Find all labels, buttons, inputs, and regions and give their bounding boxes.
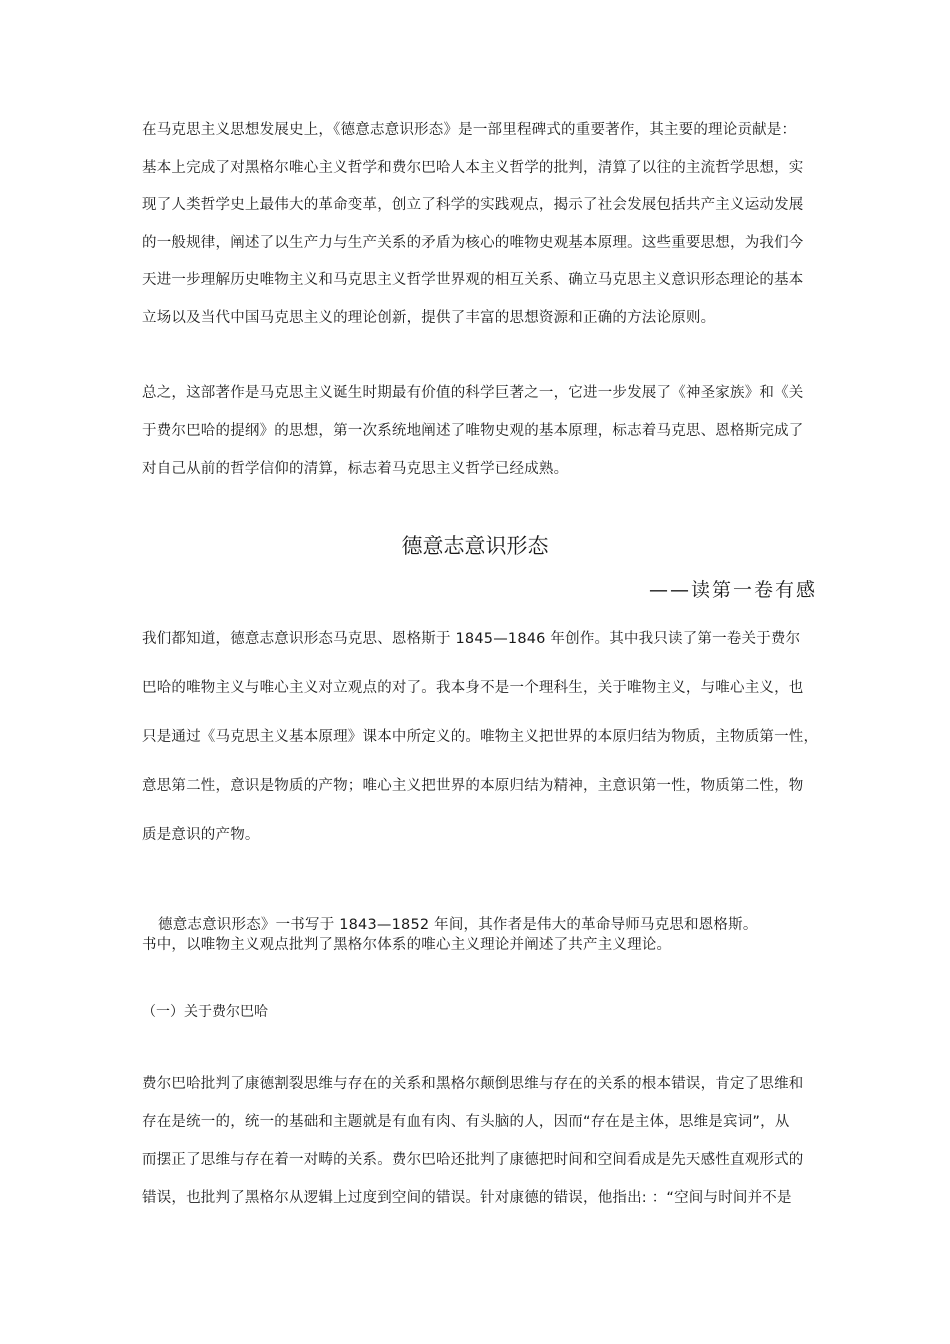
- paragraph-line: 存在是统一的，统一的基础和主题就是有血有肉、有头脑的人，因而“存在是主体，思维是宾词”，从: [142, 1114, 790, 1130]
- intro-paragraph: [142, 112, 832, 337]
- paragraph-line: 于费尔巴哈的提纲》的思想，第一次系统地阐述了唯物史观的基本原理，标志着马克思、恩格斯完成了: [142, 423, 804, 439]
- essay-subtitle: ——读第一卷有感: [648, 579, 817, 601]
- paragraph-line: 天进一步理解历史唯物主义和马克思主义哲学世界观的相互关系、确立马克思主义意识形态理论的基本: [142, 272, 804, 288]
- essay-title: 德意志意识形态: [401, 534, 549, 558]
- paragraph-line: 费尔巴哈批判了康德割裂思维与存在的关系和黑格尔颠倒思维与存在的关系的根本错误，肯定了思维和: [142, 1076, 804, 1092]
- essay-paragraph: [142, 615, 832, 860]
- paragraph-line: 错误，也批判了黑格尔从逻辑上过度到空间的错误。针对康德的错误，他指出: ：“空间与时间并不是: [142, 1190, 792, 1206]
- section-heading: （一）关于费尔巴哈: [142, 1004, 268, 1020]
- paragraph-line: 只是通过《马克思主义基本原理》课本中所定义的。唯物主义把世界的本原归结为物质，主物质第一性，: [142, 729, 819, 745]
- paragraph-line: 总之，这部著作是马克思主义诞生时期最有价值的科学巨著之一，它进一步发展了《神圣家族》和《关: [142, 385, 804, 401]
- paragraph-line: 现了人类哲学史上最伟大的革命变革，创立了科学的实践观点，揭示了社会发展包括共产主义运动发展: [142, 197, 804, 213]
- paragraph-line: 的一般规律，阐述了以生产力与生产关系的矛盾为核心的唯物史观基本原理。这些重要思想，为我们今: [142, 234, 804, 251]
- paragraph-line: 德意志意识形态》一书写于 1843—1852 年间，其作者是伟大的革命导师马克思和恩格斯。: [158, 917, 758, 933]
- paragraph-line: 而摆正了思维与存在着一对畴的关系。费尔巴哈还批判了康德把时间和空间看成是先天感性直观形式的: [142, 1152, 804, 1168]
- paragraph-line: 书中，以唯物主义观点批判了黑格尔体系的唯心主义理论并阐述了共产主义理论。: [142, 937, 672, 953]
- paragraph-line: 基本上完成了对黑格尔唯心主义哲学和费尔巴哈人本主义哲学的批判，清算了以往的主流哲学思想，实: [142, 159, 804, 176]
- summary-paragraph: [142, 374, 832, 488]
- paragraph-line: 我们都知道，德意志意识形态马克思、恩格斯于 1845—1846 年创作。其中我只读了第一卷关于费尔: [142, 631, 801, 647]
- paragraph-line: 立场以及当代中国马克思主义的理论创新，提供了丰富的思想资源和正确的方法论原则。: [142, 309, 716, 326]
- paragraph-line: 在马克思主义思想发展史上，《德意志意识形态》是一部里程碑式的重要著作，其主要的理论贡献是：: [142, 122, 797, 138]
- paragraph-line: 质是意识的产物。: [142, 827, 260, 843]
- feuerbach-paragraph: [142, 1065, 832, 1217]
- paragraph-line: 意思第二性，意识是物质的产物；唯心主义把世界的本原归结为精神，主意识第一性，物质第二性，物: [142, 778, 804, 794]
- paragraph-line: 巴哈的唯物主义与唯心主义对立观点的对了。我本身不是一个理科生，关于唯物主义，与唯心主义，也: [142, 680, 804, 696]
- note-paragraph: [142, 915, 832, 955]
- paragraph-line: 对自己从前的哲学信仰的清算，标志着马克思主义哲学已经成熟。: [142, 461, 569, 477]
